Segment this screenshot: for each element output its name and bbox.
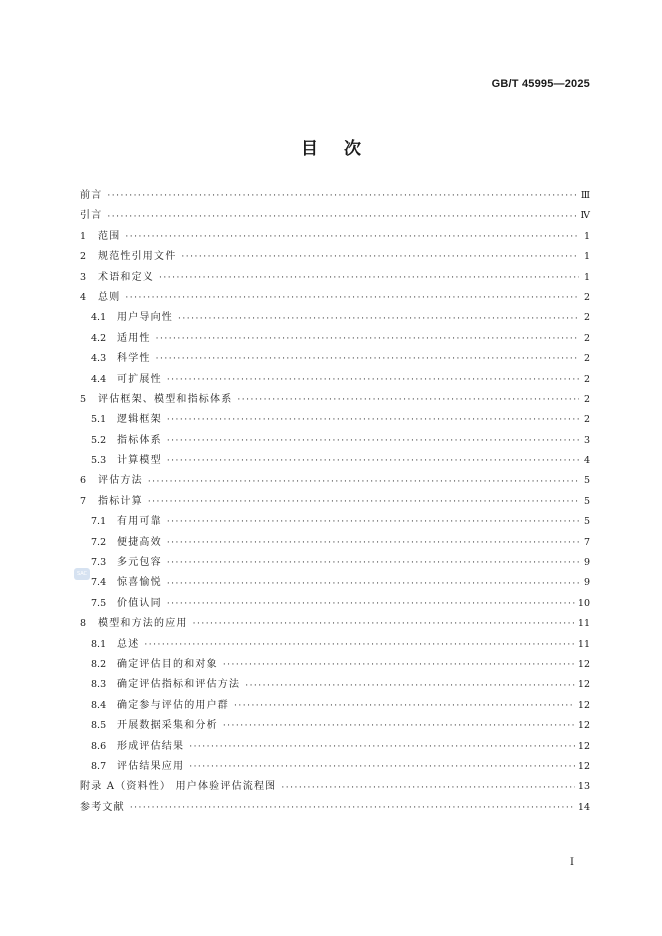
toc-leader-dots (189, 757, 575, 777)
toc-entry-page: 14 (577, 801, 590, 813)
toc-leader-dots (159, 268, 579, 288)
toc-entry-number: 5.3 (91, 455, 107, 467)
toc-entry-page: 11 (577, 638, 590, 650)
toc-leader-dots (167, 512, 579, 532)
toc-entry-number: 1 (80, 230, 87, 242)
toc-leader-dots (167, 410, 579, 430)
toc-leader-dots (167, 533, 579, 553)
toc-entry-number: 8.4 (91, 699, 107, 711)
toc-leader-dots (167, 574, 579, 594)
toc-entry[interactable] (80, 675, 590, 695)
toc-entry-number: 8 (80, 618, 87, 630)
toc-entry[interactable] (80, 308, 590, 328)
toc-entry[interactable] (80, 410, 590, 430)
toc-entry-number: 4.1 (91, 312, 107, 324)
toc-entry[interactable] (80, 471, 590, 491)
toc-leader-dots (167, 553, 579, 573)
toc-entry-page: 2 (583, 312, 590, 324)
toc-entry-page: 12 (577, 760, 590, 772)
page-title: 目次 (301, 139, 387, 159)
toc-entry-page: 2 (583, 353, 590, 365)
toc-entry-number: 4.2 (91, 332, 107, 344)
toc-entry-page: 2 (583, 332, 590, 344)
toc-entry-page: 1 (583, 251, 590, 263)
toc-entry[interactable] (80, 798, 590, 818)
toc-entry-page: 5 (583, 516, 590, 528)
toc-entry-page: 9 (583, 557, 590, 569)
toc-entry-page: Ⅳ (580, 210, 590, 222)
standard-number: GB/T 45995—2025 (491, 78, 590, 90)
toc-entry-number: 4 (80, 291, 87, 303)
toc-entry-title: 评估方法 (98, 475, 143, 487)
toc-entry[interactable] (80, 370, 590, 390)
toc-entry-page: 12 (577, 699, 590, 711)
toc-entry[interactable] (80, 451, 590, 471)
toc-entry-title: 形成评估结果 (117, 740, 185, 752)
toc-entry[interactable] (80, 573, 590, 593)
toc-entry[interactable] (80, 614, 590, 634)
toc-leader-dots (125, 227, 579, 247)
toc-leader-dots (223, 716, 575, 736)
toc-entry[interactable] (80, 716, 590, 736)
toc-entry-title: 模型和方法的应用 (98, 618, 188, 630)
toc-entry-number: 4.4 (91, 373, 107, 385)
toc-leader-dots (237, 390, 579, 410)
toc-entry-number: 4.3 (91, 353, 107, 365)
toc-entry-number: 3 (80, 271, 87, 283)
toc-entry-page: 2 (583, 373, 590, 385)
toc-entry-number: 8.7 (91, 760, 107, 772)
toc-leader-dots (107, 186, 577, 206)
toc-entry[interactable] (80, 431, 590, 451)
toc-entry-number: 7.1 (91, 516, 107, 528)
toc-entry-number: 7.4 (91, 577, 107, 589)
table-of-contents (80, 186, 590, 818)
toc-entry-page: 5 (583, 495, 590, 507)
toc-entry-number: 8.6 (91, 740, 107, 752)
toc-entry-page: Ⅲ (580, 190, 590, 201)
toc-entry[interactable] (80, 268, 590, 288)
toc-entry-title: 总则 (98, 291, 121, 303)
page-number: Ⅰ (570, 857, 574, 868)
toc-entry[interactable] (80, 227, 590, 247)
toc-entry-page: 13 (577, 781, 590, 793)
toc-entry[interactable] (80, 655, 590, 675)
toc-entry-number: 8.5 (91, 720, 107, 732)
toc-entry-number: 7.5 (91, 597, 107, 609)
toc-entry-page: 2 (583, 291, 590, 303)
toc-leader-dots (148, 492, 579, 512)
toc-entry[interactable] (80, 594, 590, 614)
toc-leader-dots (130, 798, 575, 818)
toc-leader-dots (167, 370, 579, 390)
toc-leader-dots (144, 635, 575, 655)
toc-entry-title: 多元包容 (117, 557, 162, 569)
toc-entry-number: 8.1 (91, 638, 107, 650)
toc-entry-page: 4 (583, 455, 590, 467)
toc-entry[interactable] (80, 533, 590, 553)
toc-entry-page: 10 (577, 597, 590, 609)
toc-leader-dots (156, 329, 579, 349)
toc-entry[interactable] (80, 206, 590, 226)
toc-leader-dots (167, 451, 579, 471)
toc-leader-dots (148, 472, 579, 492)
toc-entry[interactable] (80, 329, 590, 349)
toc-entry-page: 11 (577, 618, 590, 630)
toc-entry-title: 确定参与评估的用户群 (117, 699, 229, 711)
toc-entry[interactable] (80, 247, 590, 267)
toc-entry-title: 评估结果应用 (117, 760, 185, 772)
toc-entry-title: 引言 (80, 210, 103, 222)
toc-entry-title: 适用性 (117, 332, 151, 344)
toc-entry-title: 指标体系 (117, 434, 162, 446)
toc-leader-dots (234, 696, 575, 716)
toc-entry-page: 12 (577, 720, 590, 732)
toc-entry-title: 评估框架、模型和指标体系 (98, 393, 233, 405)
toc-entry-page: 9 (583, 577, 590, 589)
watermark-logo-icon: SAC (74, 568, 90, 580)
toc-entry-title: 便捷高效 (117, 536, 162, 548)
toc-entry[interactable] (80, 635, 590, 655)
toc-entry-page: 3 (583, 434, 590, 446)
toc-entry-title: 惊喜愉悦 (117, 577, 162, 589)
toc-entry-page: 12 (577, 740, 590, 752)
toc-entry[interactable] (80, 512, 590, 532)
toc-entry-title: 确定评估指标和评估方法 (117, 679, 241, 691)
toc-entry-title: 确定评估目的和对象 (117, 658, 218, 670)
toc-entry-number: 2 (80, 251, 87, 263)
toc-entry-page: 1 (583, 271, 590, 283)
toc-leader-dots (167, 431, 579, 451)
toc-entry-number: 7.2 (91, 536, 107, 548)
toc-entry-page: 2 (583, 393, 590, 405)
toc-leader-dots (178, 309, 579, 329)
toc-entry-title: 指标计算 (98, 495, 143, 507)
toc-leader-dots (245, 676, 575, 696)
toc-entry-page: 12 (577, 679, 590, 691)
toc-entry-number: 8.2 (91, 658, 107, 670)
toc-entry-title: 计算模型 (117, 455, 162, 467)
toc-entry-title: 科学性 (117, 353, 151, 365)
toc-leader-dots (281, 778, 575, 798)
toc-entry-title: 前言 (80, 190, 103, 201)
toc-entry-number: 6 (80, 475, 87, 487)
toc-entry-title: 可扩展性 (117, 373, 162, 385)
toc-entry-page: 2 (583, 414, 590, 426)
toc-entry-number: 5.1 (91, 414, 107, 426)
toc-entry-number: 8.3 (91, 679, 107, 691)
toc-entry-number: 7 (80, 495, 87, 507)
toc-entry-page: 12 (577, 658, 590, 670)
toc-entry-title: 术语和定义 (98, 271, 154, 283)
toc-entry-title: 总述 (117, 638, 140, 650)
toc-entry-number: 7.3 (91, 557, 107, 569)
toc-leader-dots (193, 614, 575, 634)
toc-leader-dots (223, 655, 575, 675)
toc-entry[interactable] (80, 696, 590, 716)
toc-entry-title: 有用可靠 (117, 516, 162, 528)
toc-leader-dots (156, 349, 579, 369)
toc-leader-dots (189, 737, 575, 757)
toc-leader-dots (125, 288, 579, 308)
toc-leader-dots (181, 247, 579, 267)
toc-entry-title: 参考文献 (80, 801, 125, 813)
toc-entry-title: 开展数据采集和分析 (117, 720, 218, 732)
toc-entry[interactable] (80, 186, 590, 206)
toc-entry-number: 5.2 (91, 434, 107, 446)
toc-entry[interactable] (80, 777, 590, 797)
toc-entry-title: 范围 (98, 230, 121, 242)
toc-entry[interactable] (80, 492, 590, 512)
toc-entry-title: 用户导向性 (117, 312, 173, 324)
toc-entry-page: 1 (583, 230, 590, 242)
toc-entry[interactable] (80, 390, 590, 410)
toc-entry[interactable] (80, 757, 590, 777)
toc-entry-title: 附录 A（资料性） 用户体验评估流程图 (80, 781, 277, 793)
toc-leader-dots (167, 594, 575, 614)
toc-entry-title: 规范性引用文件 (98, 251, 177, 263)
toc-entry-title: 价值认同 (117, 597, 162, 609)
toc-entry-number: 5 (80, 393, 87, 405)
toc-entry[interactable] (80, 288, 590, 308)
toc-leader-dots (107, 207, 577, 227)
toc-entry[interactable] (80, 349, 590, 369)
toc-entry-title: 逻辑框架 (117, 414, 162, 426)
toc-entry-page: 7 (583, 536, 590, 548)
toc-entry[interactable] (80, 737, 590, 757)
toc-entry-page: 5 (583, 475, 590, 487)
toc-entry[interactable] (80, 553, 590, 573)
